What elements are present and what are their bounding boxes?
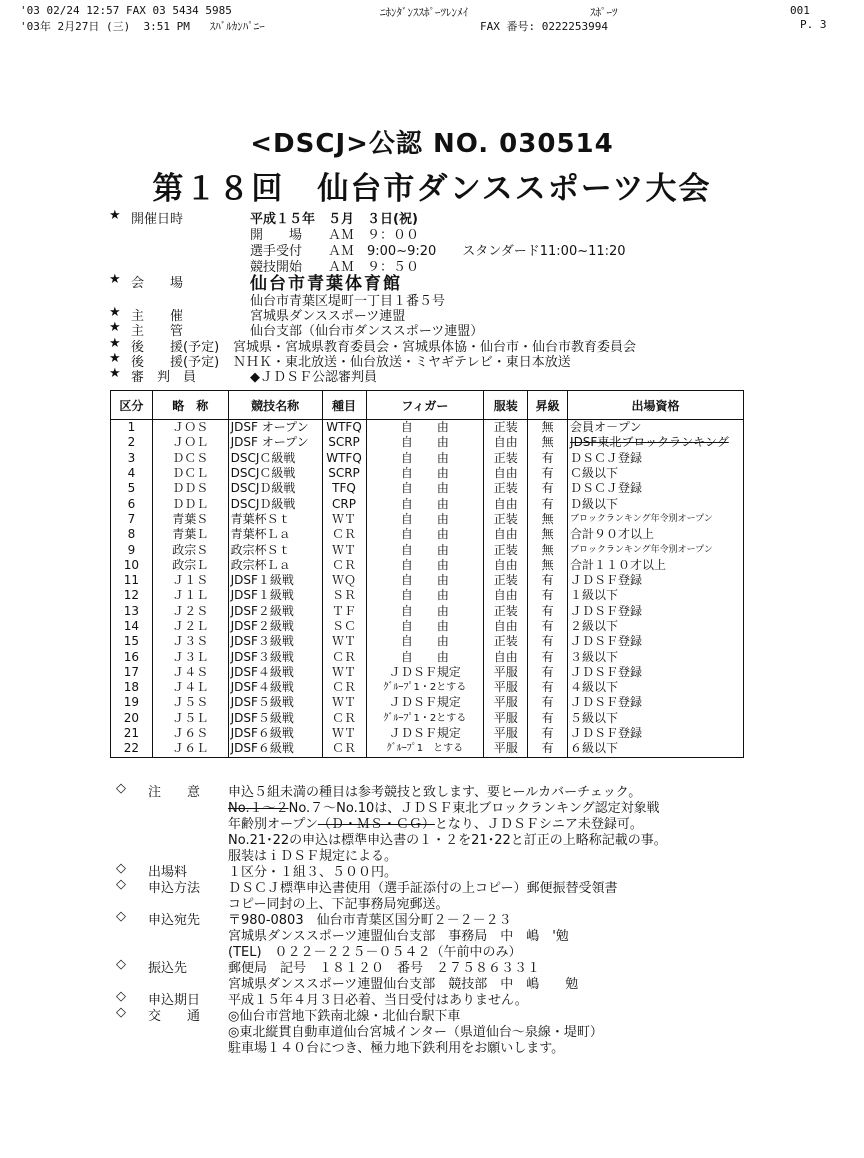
judge-label: 審 判 員 <box>131 370 197 385</box>
venue-address: 仙台市青葉区堤町一丁目１番５号 <box>250 294 446 309</box>
row-abbr: ＤＤＬ <box>152 496 228 511</box>
row-category: 9 <box>111 542 153 557</box>
row-promotion: 有 <box>528 619 568 634</box>
table-row <box>111 695 744 710</box>
row-figure: 自 由 <box>366 466 484 481</box>
fax-header-line2: '03年 2月27日 (三) 3:51 PM ｽﾊﾞﾙｶﾝﾊﾟﾆｰ <box>20 20 265 33</box>
diamond-bullet: ◇ <box>116 909 126 924</box>
row-promotion: 有 <box>528 665 568 680</box>
row-promotion: 無 <box>528 512 568 527</box>
star-bullet: ★ <box>109 336 121 351</box>
traffic-label: 交 通 <box>148 1009 201 1024</box>
row-promotion: 有 <box>528 573 568 588</box>
deadline-label: 申込期日 <box>148 993 201 1008</box>
row-attire: 正装 <box>484 481 528 496</box>
fee-value: １区分・１組３、５００円。 <box>228 865 398 880</box>
table-row <box>111 649 744 664</box>
fax-page: P. 3 <box>800 18 827 31</box>
deadline-value: 平成１５年４月３日必着、当日受付はありません。 <box>228 993 528 1008</box>
row-category: 13 <box>111 604 153 619</box>
row-dance: ＳＣ <box>322 619 366 634</box>
row-dance: WTFQ <box>322 451 366 466</box>
row-dance: ＣＲ <box>322 711 366 726</box>
row-figure: ＪＤＳＦ規定 <box>366 726 484 741</box>
fax-sender-name: ﾆﾎﾝﾀﾞﾝｽｽﾎﾟｰﾂﾚﾝﾒｲ <box>380 6 468 19</box>
row-category: 3 <box>111 451 153 466</box>
star-bullet: ★ <box>109 351 121 366</box>
row-promotion: 有 <box>528 634 568 649</box>
row-event-name: JDSF１級戦 <box>228 573 322 588</box>
star-bullet: ★ <box>109 305 121 320</box>
row-category: 19 <box>111 695 153 710</box>
table-row <box>111 634 744 649</box>
diamond-bullet: ◇ <box>116 1005 126 1020</box>
row-dance: ＷＴ <box>322 634 366 649</box>
row-attire: 自由 <box>484 619 528 634</box>
row-promotion: 無 <box>528 542 568 557</box>
row-event-name: 青葉杯Ｌａ <box>228 527 322 542</box>
table-row <box>111 558 744 573</box>
caution-line5: 服装はｉＤＳＦ規定による。 <box>228 849 398 864</box>
row-abbr: Ｊ２Ｓ <box>152 604 228 619</box>
row-promotion: 有 <box>528 451 568 466</box>
row-eligibility: 会員オ－プン <box>568 420 744 436</box>
table-row <box>111 512 744 527</box>
caution-line3-struck: （Ｄ・ＭＳ・ＣＧ） <box>317 817 435 832</box>
row-eligibility: ＪＤＳＦ登録 <box>568 634 744 649</box>
row-category: 18 <box>111 680 153 695</box>
diamond-bullet: ◇ <box>116 957 126 972</box>
row-category: 20 <box>111 711 153 726</box>
row-figure: ｸﾞﾙｰﾌﾟ1・2とする <box>366 680 484 695</box>
row-eligibility: Ｃ級以下 <box>568 466 744 481</box>
table-row <box>111 527 744 542</box>
dest-line3: (TEL) ０２２－２２５－０５４２（午前中のみ） <box>228 945 522 960</box>
dest-line2: 宮城県ダンススポーツ連盟仙台支部 事務局 中 嶋 '勉 <box>228 929 569 944</box>
table-row <box>111 573 744 588</box>
row-figure: 自 由 <box>366 588 484 603</box>
row-eligibility: ＪＤＳＦ登録 <box>568 726 744 741</box>
venue-label: 会 場 <box>131 276 184 291</box>
row-abbr: ＤＣＳ <box>152 451 228 466</box>
row-attire: 自由 <box>484 435 528 450</box>
caution-line4: No.21･22の申込は標準申込書の１・２を21･22と訂正の上略称記載の事。 <box>228 833 667 848</box>
row-attire: 正装 <box>484 512 528 527</box>
row-category: 17 <box>111 665 153 680</box>
row-attire: 平服 <box>484 726 528 741</box>
row-promotion: 無 <box>528 420 568 436</box>
row-event-name: JDSF４級戦 <box>228 665 322 680</box>
row-dance: WTFQ <box>322 420 366 436</box>
row-dance: TFQ <box>322 481 366 496</box>
host-label: 主 催 <box>131 309 184 324</box>
star-bullet: ★ <box>109 208 121 223</box>
row-abbr: 青葉Ｓ <box>152 512 228 527</box>
row-category: 22 <box>111 741 153 757</box>
row-abbr: ＤＣＬ <box>152 466 228 481</box>
row-category: 10 <box>111 558 153 573</box>
row-event-name: JDSF１級戦 <box>228 588 322 603</box>
row-dance: CRP <box>322 496 366 511</box>
row-attire: 正装 <box>484 604 528 619</box>
col-header-eligibility: 出場資格 <box>568 391 744 420</box>
row-event-name: JDSF５級戦 <box>228 695 322 710</box>
row-figure: ｸﾞﾙｰﾌﾟ1 とする <box>366 741 484 757</box>
row-event-name: JDSF５級戦 <box>228 711 322 726</box>
fax-sender-dept: ｽﾎﾟｰﾂ <box>590 6 618 19</box>
method-line2: コピー同封の上、下記事務局宛郵送。 <box>228 897 449 912</box>
row-event-name: JDSF２級戦 <box>228 604 322 619</box>
transfer-line1: 郵便局 記号 １８１２０ 番号 ２７５８６３３１ <box>228 961 541 976</box>
row-eligibility: ＤＳＣＪ登録 <box>568 451 744 466</box>
row-dance: ＣＲ <box>322 741 366 757</box>
table-header-row <box>111 391 744 420</box>
table-row <box>111 711 744 726</box>
row-dance: ＣＲ <box>322 527 366 542</box>
row-promotion: 有 <box>528 680 568 695</box>
col-header-category: 区分 <box>111 391 153 420</box>
row-event-name: JDSF２級戦 <box>228 619 322 634</box>
row-category: 21 <box>111 726 153 741</box>
row-eligibility: ＪＤＳＦ登録 <box>568 665 744 680</box>
row-abbr: ＪＯＳ <box>152 420 228 436</box>
row-dance: ＷＴ <box>322 512 366 527</box>
row-eligibility: ブロックランキング年令別オープン <box>568 542 744 557</box>
traffic-line2: ◎東北縦貫自動車道仙台宮城インター（県道仙台～泉線・堤町） <box>228 1025 603 1040</box>
fax-header-line1: '03 02/24 12:57 FAX 03 5434 5985 <box>20 4 232 17</box>
diamond-bullet: ◇ <box>116 781 126 796</box>
host-value: 宮城県ダンススポーツ連盟 <box>250 309 406 324</box>
row-abbr: Ｊ１Ｌ <box>152 588 228 603</box>
row-category: 14 <box>111 619 153 634</box>
row-promotion: 有 <box>528 496 568 511</box>
row-eligibility: JDSF東北ブロックランキング <box>568 435 744 450</box>
support1-value: 宮城県・宮城県教育委員会・宮城県体協・仙台市・仙台市教育委員会 <box>233 340 637 355</box>
row-abbr: ＪＯＬ <box>152 435 228 450</box>
table-row <box>111 451 744 466</box>
table-row <box>111 496 744 511</box>
row-figure: 自 由 <box>366 420 484 436</box>
row-promotion: 有 <box>528 604 568 619</box>
row-category: 5 <box>111 481 153 496</box>
row-abbr: Ｊ３Ｓ <box>152 634 228 649</box>
fee-label: 出場料 <box>148 865 188 880</box>
row-category: 12 <box>111 588 153 603</box>
support2-label: 後 援(予定) <box>131 355 220 370</box>
col-header-figure: フィガー <box>366 391 484 420</box>
manager-label: 主 管 <box>131 324 184 339</box>
judge-value: ◆ＪＤＳＦ公認審判員 <box>250 370 377 385</box>
row-abbr: Ｊ５Ｓ <box>152 695 228 710</box>
row-eligibility: ＪＤＳＦ登録 <box>568 604 744 619</box>
row-category: 8 <box>111 527 153 542</box>
method-label: 申込方法 <box>148 881 201 896</box>
row-figure: 自 由 <box>366 604 484 619</box>
diamond-bullet: ◇ <box>116 989 126 1004</box>
fax-page-counter: 001 <box>790 4 810 17</box>
row-abbr: Ｊ６Ｓ <box>152 726 228 741</box>
row-dance: SCRP <box>322 466 366 481</box>
row-attire: 平服 <box>484 695 528 710</box>
traffic-line3: 駐車場１４０台につき、極力地下鉄利用をお願いします。 <box>228 1041 565 1056</box>
row-event-name: 政宗杯Ｓｔ <box>228 542 322 557</box>
star-bullet: ★ <box>109 272 121 287</box>
table-row <box>111 680 744 695</box>
row-event-name: DSCJＤ級戦 <box>228 481 322 496</box>
row-abbr: ＤＤＳ <box>152 481 228 496</box>
row-attire: 平服 <box>484 680 528 695</box>
row-attire: 平服 <box>484 665 528 680</box>
table-row <box>111 420 744 436</box>
table-row <box>111 665 744 680</box>
row-attire: 自由 <box>484 558 528 573</box>
row-attire: 平服 <box>484 741 528 757</box>
diamond-bullet: ◇ <box>116 877 126 892</box>
row-figure: ＪＤＳＦ規定 <box>366 695 484 710</box>
transfer-line2: 宮城県ダンススポーツ連盟仙台支部 競技部 中 嶋 勉 <box>228 977 579 992</box>
table-row <box>111 726 744 741</box>
row-event-name: JDSF６級戦 <box>228 741 322 757</box>
row-figure: ｸﾞﾙｰﾌﾟ1・2とする <box>366 711 484 726</box>
row-figure: 自 由 <box>366 649 484 664</box>
row-abbr: Ｊ５Ｌ <box>152 711 228 726</box>
star-bullet: ★ <box>109 320 121 335</box>
row-figure: 自 由 <box>366 542 484 557</box>
row-figure: 自 由 <box>366 481 484 496</box>
row-abbr: Ｊ４Ｌ <box>152 680 228 695</box>
row-category: 2 <box>111 435 153 450</box>
dest-label: 申込宛先 <box>148 913 201 928</box>
row-attire: 正装 <box>484 420 528 436</box>
row-abbr: 政宗Ｌ <box>152 558 228 573</box>
star-bullet: ★ <box>109 366 121 381</box>
row-dance: ＷＴ <box>322 695 366 710</box>
row-attire: 自由 <box>484 527 528 542</box>
row-dance: ＴＦ <box>322 604 366 619</box>
row-eligibility: ５級以下 <box>568 711 744 726</box>
row-dance: ＷＴ <box>322 542 366 557</box>
row-abbr: 政宗Ｓ <box>152 542 228 557</box>
support2-value: ＮＨＫ・東北放送・仙台放送・ミヤギテレビ・東日本放送 <box>233 355 571 370</box>
row-category: 15 <box>111 634 153 649</box>
row-eligibility: ２級以下 <box>568 619 744 634</box>
row-abbr: 青葉Ｌ <box>152 527 228 542</box>
open-time: 開 場 ＡＭ ９：００ <box>250 228 420 243</box>
row-category: 6 <box>111 496 153 511</box>
row-event-name: 青葉杯Ｓｔ <box>228 512 322 527</box>
row-eligibility: ３級以下 <box>568 649 744 664</box>
row-dance: ＷＴ <box>322 665 366 680</box>
row-figure: 自 由 <box>366 496 484 511</box>
row-figure: 自 由 <box>366 512 484 527</box>
row-dance: ＣＲ <box>322 649 366 664</box>
table-row <box>111 466 744 481</box>
row-event-name: DSCJＤ級戦 <box>228 496 322 511</box>
table-row <box>111 542 744 557</box>
row-event-name: JDSF３級戦 <box>228 634 322 649</box>
row-promotion: 有 <box>528 711 568 726</box>
row-figure: 自 由 <box>366 558 484 573</box>
row-promotion: 無 <box>528 435 568 450</box>
row-figure: 自 由 <box>366 451 484 466</box>
caution-line2-text: No.７～No.10は、ＪＤＳＦ東北ブロックランキング認定対象戦 <box>288 801 660 816</box>
row-figure: 自 由 <box>366 634 484 649</box>
row-attire: 正装 <box>484 542 528 557</box>
row-dance: ＣＲ <box>322 680 366 695</box>
support1-label: 後 援(予定) <box>131 340 220 355</box>
col-header-attire: 服装 <box>484 391 528 420</box>
row-attire: 自由 <box>484 649 528 664</box>
row-figure: 自 由 <box>366 619 484 634</box>
row-event-name: DSCJＣ級戦 <box>228 466 322 481</box>
row-event-name: JDSF４級戦 <box>228 680 322 695</box>
row-dance: ＳＲ <box>322 588 366 603</box>
col-header-dance: 種目 <box>322 391 366 420</box>
col-header-abbr: 略 称 <box>152 391 228 420</box>
row-attire: 平服 <box>484 711 528 726</box>
fax-number: FAX 番号: 0222253994 <box>480 20 608 33</box>
row-eligibility: Ｄ級以下 <box>568 496 744 511</box>
table-row <box>111 619 744 634</box>
row-abbr: Ｊ４Ｓ <box>152 665 228 680</box>
row-attire: 自由 <box>484 466 528 481</box>
date-value: 平成１５年 ５月 ３日(祝) <box>250 212 418 227</box>
table-row <box>111 481 744 496</box>
row-event-name: JDSF オープン <box>228 435 322 450</box>
row-attire: 自由 <box>484 588 528 603</box>
col-header-promotion: 昇級 <box>528 391 568 420</box>
row-eligibility: ＤＳＣＪ登録 <box>568 481 744 496</box>
row-figure: 自 由 <box>366 573 484 588</box>
method-line1: ＤＳＣＪ標準申込書使用（選手証添付の上コピー）郵便振替受領書 <box>228 881 618 896</box>
caution-line3-text-b: となり、ＪＤＳＦシニア未登録可。 <box>434 817 643 832</box>
row-eligibility: ６級以下 <box>568 741 744 757</box>
manager-value: 仙台支部（仙台市ダンススポーツ連盟） <box>250 324 484 339</box>
row-eligibility: ＪＤＳＦ登録 <box>568 573 744 588</box>
row-promotion: 無 <box>528 527 568 542</box>
row-eligibility: 合計１１０才以上 <box>568 558 744 573</box>
venue-value: 仙台市青葉体育館 <box>250 274 402 294</box>
row-dance: ＷＴ <box>322 726 366 741</box>
table-row <box>111 741 744 757</box>
row-figure: 自 由 <box>366 435 484 450</box>
row-category: 11 <box>111 573 153 588</box>
row-promotion: 有 <box>528 649 568 664</box>
date-label: 開催日時 <box>131 212 184 227</box>
row-category: 4 <box>111 466 153 481</box>
row-attire: 正装 <box>484 451 528 466</box>
row-promotion: 有 <box>528 466 568 481</box>
row-eligibility: ＪＤＳＦ登録 <box>568 695 744 710</box>
row-category: 1 <box>111 420 153 436</box>
row-promotion: 有 <box>528 726 568 741</box>
row-eligibility: １級以下 <box>568 588 744 603</box>
row-category: 7 <box>111 512 153 527</box>
row-abbr: Ｊ６Ｌ <box>152 741 228 757</box>
row-promotion: 有 <box>528 741 568 757</box>
transfer-label: 振込先 <box>148 961 188 976</box>
row-promotion: 無 <box>528 558 568 573</box>
row-abbr: Ｊ２Ｌ <box>152 619 228 634</box>
traffic-line1: ◎仙台市営地下鉄南北線・北仙台駅下車 <box>228 1009 461 1024</box>
caution-label: 注 意 <box>148 785 201 800</box>
row-attire: 正装 <box>484 573 528 588</box>
row-abbr: Ｊ３Ｌ <box>152 649 228 664</box>
caution-line2-struck: No.１～２ <box>228 801 289 816</box>
row-eligibility: 合計９０才以上 <box>568 527 744 542</box>
document-number: <DSCJ>公認 NO. 030514 <box>250 129 614 159</box>
row-event-name: JDSF オープン <box>228 420 322 436</box>
diamond-bullet: ◇ <box>116 861 126 876</box>
row-category: 16 <box>111 649 153 664</box>
row-eligibility: ブロックランキング年令別オープン <box>568 512 744 527</box>
row-promotion: 有 <box>528 695 568 710</box>
row-dance: ＷＱ <box>322 573 366 588</box>
table-row <box>111 435 744 450</box>
page-title: 第１８回 仙台市ダンススポーツ大会 <box>152 171 712 207</box>
row-dance: SCRP <box>322 435 366 450</box>
col-header-event-name: 競技名称 <box>228 391 322 420</box>
row-event-name: DSCJＣ級戦 <box>228 451 322 466</box>
row-eligibility: ４級以下 <box>568 680 744 695</box>
table-row <box>111 604 744 619</box>
row-event-name: JDSF３級戦 <box>228 649 322 664</box>
row-event-name: 政宗杯Ｌａ <box>228 558 322 573</box>
reception-time: 選手受付 ＡＭ 9:00~9:20 スタンダード11:00~11:20 <box>250 244 626 259</box>
caution-line1: 申込５組未満の種目は参考競技と致します、要ヒールカバーチェック。 <box>228 785 642 800</box>
row-promotion: 有 <box>528 481 568 496</box>
row-promotion: 有 <box>528 588 568 603</box>
caution-line3-text-a: 年齢別オープン <box>228 817 318 832</box>
entries-table <box>110 390 744 758</box>
table-row <box>111 588 744 603</box>
start-time: 競技開始 ＡＭ ９：５０ <box>250 260 420 275</box>
row-attire: 自由 <box>484 496 528 511</box>
row-figure: 自 由 <box>366 527 484 542</box>
dest-line1: 〒980-0803 仙台市青葉区国分町２－２－２３ <box>228 913 512 928</box>
row-abbr: Ｊ１Ｓ <box>152 573 228 588</box>
row-figure: ＪＤＳＦ規定 <box>366 665 484 680</box>
row-event-name: JDSF６級戦 <box>228 726 322 741</box>
row-dance: ＣＲ <box>322 558 366 573</box>
row-attire: 正装 <box>484 634 528 649</box>
